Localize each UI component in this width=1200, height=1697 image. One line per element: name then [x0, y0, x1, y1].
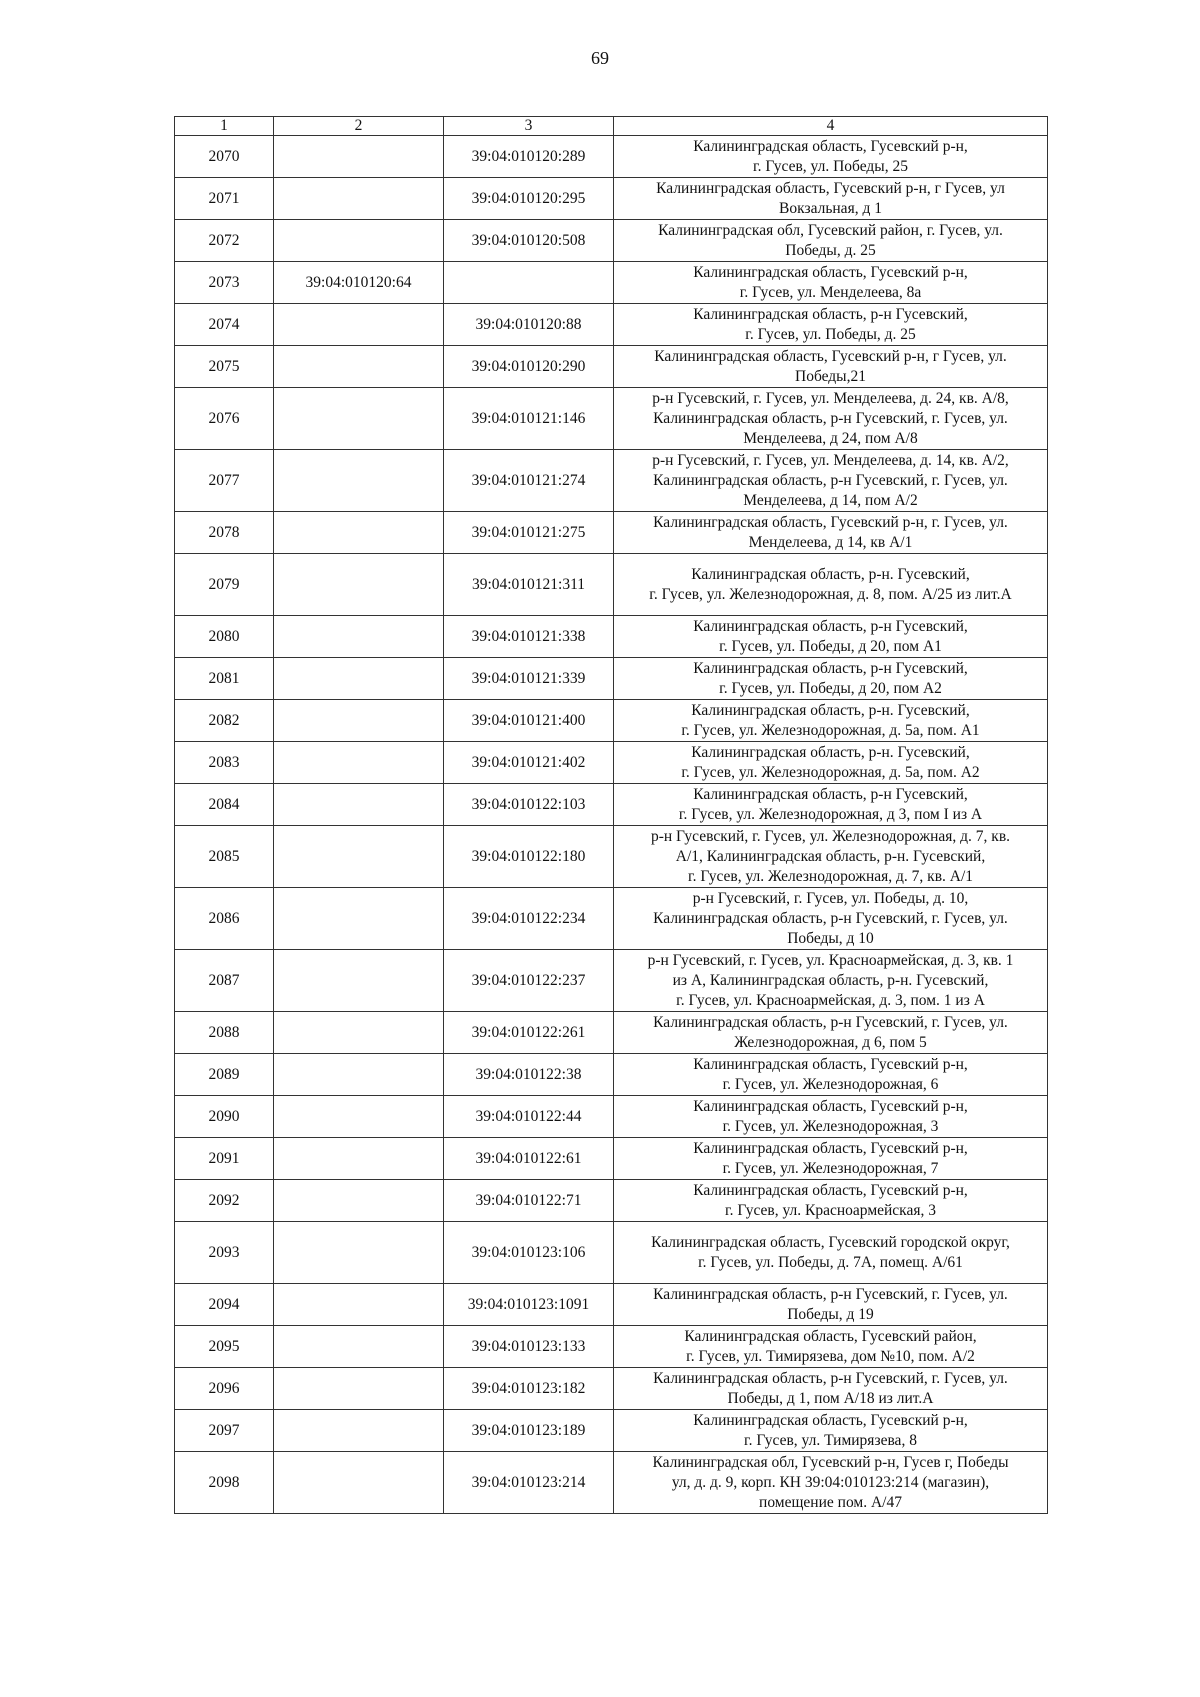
address-line: г. Гусев, ул. Победы, д. 25 — [745, 325, 916, 343]
address-cell — [614, 1368, 1048, 1410]
cadastral-number-cell: 39:04:010122:261 — [444, 1012, 614, 1054]
row-number-cell: 2077 — [175, 450, 274, 512]
cadastral-number-cell — [274, 450, 444, 512]
row-number-cell: 2071 — [175, 178, 274, 220]
cadastral-number-cell — [274, 784, 444, 826]
address-line: Калининградская область, р-н Гусевский, г. Гусев, ул. — [653, 471, 1008, 489]
cadastral-number-cell — [274, 1326, 444, 1368]
table-row — [175, 346, 1048, 388]
cadastral-number-cell — [444, 262, 614, 304]
address-line: Калининградская область, р-н Гусевский, — [693, 785, 968, 803]
cadastral-number-cell: 39:04:010120:290 — [444, 346, 614, 388]
column-header: 3 — [444, 117, 614, 136]
cadastral-number-cell: 39:04:010122:71 — [444, 1180, 614, 1222]
row-number-cell: 2083 — [175, 742, 274, 784]
row-number-cell: 2081 — [175, 658, 274, 700]
address-line: из А, Калининградская область, р-н. Гусевский, — [672, 971, 989, 989]
cadastral-number-cell: 39:04:010123:106 — [444, 1222, 614, 1284]
address-line: г. Гусев, ул. Победы, д 20, пом А1 — [719, 637, 942, 655]
cadastral-number-cell: 39:04:010123:133 — [444, 1326, 614, 1368]
row-number-cell: 2090 — [175, 1096, 274, 1138]
address-line: г. Гусев, ул. Железнодорожная, д 3, пом I из А — [678, 805, 983, 823]
address-line: Калининградская обл, Гусевский район, г. Гусев, ул. — [658, 221, 1003, 239]
row-number-cell: 2075 — [175, 346, 274, 388]
address-line: г. Гусев, ул. Тимирязева, дом №10, пом. А/2 — [686, 1347, 975, 1365]
cadastral-number-cell: 39:04:010121:274 — [444, 450, 614, 512]
address-line: г. Гусев, ул. Железнодорожная, 3 — [722, 1117, 939, 1135]
address-cell — [614, 742, 1048, 784]
cadastral-number-cell: 39:04:010121:275 — [444, 512, 614, 554]
cadastral-number-cell — [274, 826, 444, 888]
address-line: г. Гусев, ул. Менделеева, 8а — [739, 283, 922, 301]
address-line: Вокзальная, д 1 — [779, 199, 882, 217]
cadastral-number-cell: 39:04:010121:146 — [444, 388, 614, 450]
row-number-cell: 2092 — [175, 1180, 274, 1222]
table-row — [175, 1222, 1048, 1284]
cadastral-number-cell: 39:04:010122:44 — [444, 1096, 614, 1138]
address-cell — [614, 1180, 1048, 1222]
address-line: Победы, д 19 — [787, 1305, 874, 1323]
row-number-cell: 2088 — [175, 1012, 274, 1054]
column-header: 1 — [175, 117, 274, 136]
address-line: р-н Гусевский, г. Гусев, ул. Железнодорожная, д. 7, кв. — [650, 827, 1011, 845]
cadastral-number-cell: 39:04:010121:339 — [444, 658, 614, 700]
address-cell — [614, 262, 1048, 304]
address-line: Калининградская область, р-н. Гусевский, — [691, 701, 970, 719]
cadastral-number-cell: 39:04:010122:237 — [444, 950, 614, 1012]
address-cell — [614, 1012, 1048, 1054]
cadastral-number-cell: 39:04:010121:400 — [444, 700, 614, 742]
address-line: Калининградская область, р-н Гусевский, — [693, 617, 968, 635]
address-cell — [614, 178, 1048, 220]
row-number-cell: 2085 — [175, 826, 274, 888]
address-cell — [614, 784, 1048, 826]
row-number-cell: 2087 — [175, 950, 274, 1012]
address-line: Калининградская область, Гусевский р-н, — [693, 1055, 968, 1073]
cadastral-number-cell — [274, 178, 444, 220]
cadastral-number-cell — [274, 1054, 444, 1096]
cadastral-number-cell — [274, 346, 444, 388]
column-header: 2 — [274, 117, 444, 136]
address-line: А/1, Калининградская область, р-н. Гусевский, — [675, 847, 986, 865]
row-number-cell: 2070 — [175, 136, 274, 178]
address-line: Победы, д. 25 — [785, 241, 876, 259]
table-row — [175, 220, 1048, 262]
table-row — [175, 1368, 1048, 1410]
address-cell — [614, 950, 1048, 1012]
column-header: 4 — [614, 117, 1048, 136]
address-cell — [614, 1222, 1048, 1284]
cadastral-number-cell — [274, 616, 444, 658]
cadastral-number-cell: 39:04:010123:182 — [444, 1368, 614, 1410]
address-line: г. Гусев, ул. Красноармейская, 3 — [724, 1201, 936, 1219]
address-cell — [614, 304, 1048, 346]
row-number-cell: 2095 — [175, 1326, 274, 1368]
cadastral-number-cell: 39:04:010123:189 — [444, 1410, 614, 1452]
table-row — [175, 1096, 1048, 1138]
cadastral-number-cell — [274, 1222, 444, 1284]
table-row — [175, 1180, 1048, 1222]
address-line: Калининградская область, Гусевский р-н, — [693, 1097, 968, 1115]
row-number-cell: 2080 — [175, 616, 274, 658]
address-cell — [614, 450, 1048, 512]
table-row — [175, 450, 1048, 512]
address-cell — [614, 388, 1048, 450]
address-line: Победы, д 1, пом А/18 из лит.А — [727, 1389, 934, 1407]
address-cell — [614, 888, 1048, 950]
address-line: г. Гусев, ул. Железнодорожная, 7 — [722, 1159, 939, 1177]
cadastral-number-cell — [274, 1096, 444, 1138]
cadastral-number-cell — [274, 1284, 444, 1326]
row-number-cell: 2086 — [175, 888, 274, 950]
table-header-row — [175, 117, 1048, 136]
table-row — [175, 512, 1048, 554]
address-line: Калининградская область, р-н. Гусевский, — [691, 565, 970, 583]
table-row — [175, 1410, 1048, 1452]
cadastral-number-cell — [274, 1180, 444, 1222]
table-row — [175, 888, 1048, 950]
table-row — [175, 742, 1048, 784]
cadastral-number-cell — [274, 742, 444, 784]
address-line: Калининградская область, Гусевский р-н, — [693, 137, 968, 155]
address-line: Калининградская область, р-н Гусевский, г. Гусев, ул. — [653, 409, 1008, 427]
address-line: р-н Гусевский, г. Гусев, ул. Красноармейская, д. 3, кв. 1 — [647, 951, 1014, 969]
table-row — [175, 554, 1048, 616]
row-number-cell: 2096 — [175, 1368, 274, 1410]
address-line: помещение пом. А/47 — [759, 1493, 902, 1511]
address-line: г. Гусев, ул. Тимирязева, 8 — [744, 1431, 917, 1449]
address-line: Победы, д 10 — [787, 929, 874, 947]
cadastral-number-cell — [274, 388, 444, 450]
cadastral-number-cell: 39:04:010120:289 — [444, 136, 614, 178]
address-line: Калининградская область, р-н Гусевский, г. Гусев, ул. — [653, 1285, 1008, 1303]
table-row — [175, 1054, 1048, 1096]
cadastral-number-cell: 39:04:010123:214 — [444, 1452, 614, 1514]
cadastral-number-cell: 39:04:010122:103 — [444, 784, 614, 826]
table-row — [175, 1326, 1048, 1368]
table-row — [175, 1012, 1048, 1054]
address-line: Калининградская область, Гусевский р-н, — [693, 263, 968, 281]
cadastral-number-cell — [274, 700, 444, 742]
cadastral-number-cell: 39:04:010121:402 — [444, 742, 614, 784]
row-number-cell: 2082 — [175, 700, 274, 742]
row-number-cell: 2089 — [175, 1054, 274, 1096]
row-number-cell: 2094 — [175, 1284, 274, 1326]
address-line: р-н Гусевский, г. Гусев, ул. Менделеева, д. 24, кв. А/8, — [652, 389, 1009, 407]
address-cell — [614, 1284, 1048, 1326]
address-line: Калининградская область, р-н Гусевский, г. Гусев, ул. — [653, 1013, 1008, 1031]
table-row — [175, 136, 1048, 178]
address-cell — [614, 1326, 1048, 1368]
row-number-cell: 2093 — [175, 1222, 274, 1284]
table-row — [175, 658, 1048, 700]
address-line: г. Гусев, ул. Железнодорожная, д. 5а, пом. А1 — [681, 721, 980, 739]
table-row — [175, 784, 1048, 826]
row-number-cell: 2073 — [175, 262, 274, 304]
address-line: Калининградская область, Гусевский р-н, г Гусев, ул. — [654, 347, 1007, 365]
address-line: р-н Гусевский, г. Гусев, ул. Менделеева, д. 14, кв. А/2, — [652, 451, 1009, 469]
address-line: г. Гусев, ул. Победы, д. 7А, помещ. А/61 — [698, 1253, 963, 1271]
cadastral-number-cell — [274, 1012, 444, 1054]
cadastral-number-cell — [274, 1410, 444, 1452]
address-line: г. Гусев, ул. Железнодорожная, д. 8, пом. А/25 из лит.А — [649, 585, 1012, 603]
table-row — [175, 1452, 1048, 1514]
address-line: Калининградская обл, Гусевский р-н, Гусев г, Победы — [652, 1453, 1009, 1471]
address-cell — [614, 1138, 1048, 1180]
cadastral-number-cell — [274, 888, 444, 950]
cadastral-number-cell: 39:04:010122:38 — [444, 1054, 614, 1096]
address-cell — [614, 220, 1048, 262]
cadastral-number-cell — [274, 304, 444, 346]
address-cell — [614, 658, 1048, 700]
address-line: ул, д. д. 9, корп. КН 39:04:010123:214 (магазин), — [671, 1473, 990, 1491]
cadastral-number-cell: 39:04:010122:234 — [444, 888, 614, 950]
cadastral-number-cell: 39:04:010123:1091 — [444, 1284, 614, 1326]
cadastral-number-cell — [274, 512, 444, 554]
cadastral-number-cell: 39:04:010122:61 — [444, 1138, 614, 1180]
cadastral-number-cell: 39:04:010120:88 — [444, 304, 614, 346]
address-line: Калининградская область, Гусевский р-н, — [693, 1411, 968, 1429]
table-row — [175, 826, 1048, 888]
table-row — [175, 616, 1048, 658]
address-cell — [614, 1054, 1048, 1096]
table-row — [175, 1138, 1048, 1180]
address-line: г. Гусев, ул. Железнодорожная, 6 — [722, 1075, 939, 1093]
table-row — [175, 388, 1048, 450]
cadastral-number-cell — [274, 950, 444, 1012]
address-line: г. Гусев, ул. Железнодорожная, д. 5а, пом. А2 — [681, 763, 980, 781]
row-number-cell: 2074 — [175, 304, 274, 346]
cadastral-number-cell — [274, 220, 444, 262]
address-line: Калининградская область, р-н Гусевский, — [693, 305, 968, 323]
address-line: г. Гусев, ул. Победы, 25 — [753, 157, 908, 175]
cadastral-number-cell — [274, 554, 444, 616]
registry-table — [174, 116, 1048, 1514]
address-line: Победы,21 — [795, 367, 866, 385]
address-line: Калининградская область, Гусевский район, — [684, 1327, 977, 1345]
cadastral-number-cell — [274, 136, 444, 178]
row-number-cell: 2072 — [175, 220, 274, 262]
address-line: г. Гусев, ул. Красноармейская, д. 3, пом. 1 из А — [676, 991, 985, 1009]
address-line: Менделеева, д 24, пом А/8 — [743, 429, 918, 447]
address-line: Менделеева, д 14, пом А/2 — [743, 491, 918, 509]
cadastral-number-cell: 39:04:010120:508 — [444, 220, 614, 262]
cadastral-number-cell — [274, 1138, 444, 1180]
address-line: Калининградская область, Гусевский р-н, г. Гусев, ул. — [653, 513, 1008, 531]
address-line: Менделеева, д 14, кв А/1 — [748, 533, 913, 551]
cadastral-number-cell: 39:04:010120:64 — [274, 262, 444, 304]
address-line: Калининградская область, Гусевский городской округ, — [651, 1233, 1010, 1251]
address-line: Железнодорожная, д 6, пом 5 — [734, 1033, 927, 1051]
row-number-cell: 2084 — [175, 784, 274, 826]
cadastral-number-cell — [274, 1452, 444, 1514]
row-number-cell: 2076 — [175, 388, 274, 450]
row-number-cell: 2098 — [175, 1452, 274, 1514]
cadastral-number-cell: 39:04:010122:180 — [444, 826, 614, 888]
table-row — [175, 1284, 1048, 1326]
address-line: Калининградская область, р-н Гусевский, г. Гусев, ул. — [653, 1369, 1008, 1387]
address-line: Калининградская область, р-н Гусевский, — [693, 659, 968, 677]
address-cell — [614, 700, 1048, 742]
row-number-cell: 2079 — [175, 554, 274, 616]
cadastral-number-cell — [274, 1368, 444, 1410]
address-cell — [614, 826, 1048, 888]
table-row — [175, 304, 1048, 346]
address-cell — [614, 1096, 1048, 1138]
address-cell — [614, 554, 1048, 616]
address-line: р-н Гусевский, г. Гусев, ул. Победы, д. 10, — [692, 889, 969, 907]
row-number-cell: 2091 — [175, 1138, 274, 1180]
page-number: 69 — [591, 48, 609, 68]
row-number-cell: 2078 — [175, 512, 274, 554]
table-row — [175, 700, 1048, 742]
cadastral-number-cell — [274, 658, 444, 700]
address-line: Калининградская область, Гусевский р-н, — [693, 1181, 968, 1199]
table-row — [175, 950, 1048, 1012]
address-line: Калининградская область, р-н Гусевский, г. Гусев, ул. — [653, 909, 1008, 927]
table-row — [175, 178, 1048, 220]
address-line: Калининградская область, р-н. Гусевский, — [691, 743, 970, 761]
cadastral-number-cell: 39:04:010120:295 — [444, 178, 614, 220]
address-line: г. Гусев, ул. Железнодорожная, д. 7, кв. А/1 — [687, 867, 974, 885]
address-line: г. Гусев, ул. Победы, д 20, пом А2 — [719, 679, 942, 697]
row-number-cell: 2097 — [175, 1410, 274, 1452]
address-cell — [614, 346, 1048, 388]
address-line: Калининградская область, Гусевский р-н, г Гусев, ул — [656, 179, 1005, 197]
cadastral-number-cell: 39:04:010121:338 — [444, 616, 614, 658]
address-cell — [614, 616, 1048, 658]
address-cell — [614, 136, 1048, 178]
address-line: Калининградская область, Гусевский р-н, — [693, 1139, 968, 1157]
address-cell — [614, 1452, 1048, 1514]
table-row — [175, 262, 1048, 304]
address-cell — [614, 1410, 1048, 1452]
cadastral-number-cell: 39:04:010121:311 — [444, 554, 614, 616]
address-cell — [614, 512, 1048, 554]
